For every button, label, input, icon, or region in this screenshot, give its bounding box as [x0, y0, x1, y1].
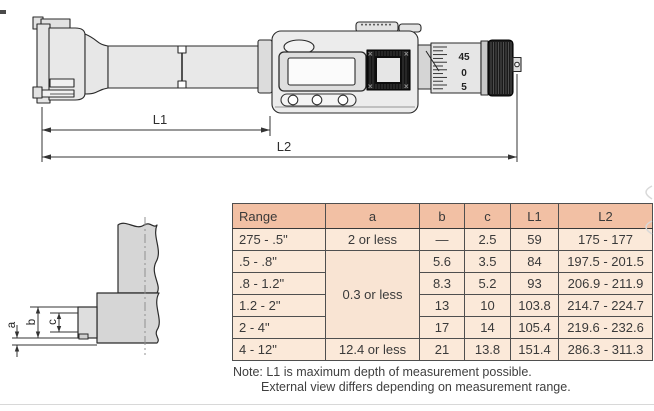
a-cell: 2 or less	[326, 229, 420, 251]
l2-cell: 197.5 - 201.5	[559, 251, 653, 273]
connector-panel	[367, 50, 410, 90]
b-cell: 8.3	[420, 273, 465, 295]
range-cell: 1.2 - 2"	[233, 295, 326, 317]
header-a: a	[326, 204, 420, 229]
a-cell-merged: 0.3 or less	[326, 251, 420, 339]
l1-cell: 59	[511, 229, 559, 251]
l2-cell: 214.7 - 224.7	[559, 295, 653, 317]
c-cell: 2.5	[465, 229, 511, 251]
table-header-row	[233, 204, 653, 229]
workpiece-shaft	[118, 223, 158, 293]
range-cell: 275 - .5"	[233, 229, 326, 251]
thimble-edge-ring	[481, 41, 488, 95]
stem	[108, 40, 272, 93]
contact-slot-upper	[50, 79, 74, 87]
header-c: c	[465, 204, 511, 229]
table-row	[233, 251, 653, 273]
b-cell: 17	[420, 317, 465, 339]
lcd-display	[288, 58, 355, 85]
b-cell: 21	[420, 339, 465, 361]
l2-cell: 286.3 - 311.3	[559, 339, 653, 361]
c-cell: 5.2	[465, 273, 511, 295]
ratchet-stop	[488, 40, 513, 96]
range-cell: .5 - .8"	[233, 251, 326, 273]
table-row	[233, 295, 653, 317]
contact-step	[79, 334, 88, 339]
contact-point	[78, 307, 97, 338]
c-cell: 3.5	[465, 251, 511, 273]
range-cell: .8 - 1.2"	[233, 273, 326, 295]
c-cell: 10	[465, 295, 511, 317]
spec-table	[232, 203, 653, 361]
micrometer-diagram	[0, 0, 560, 175]
page-divider	[0, 404, 654, 405]
b-cell: 5.6	[420, 251, 465, 273]
l1-cell: 105.4	[511, 317, 559, 339]
button-3	[338, 95, 348, 105]
l1-cell: 151.4	[511, 339, 559, 361]
thimble-number-0: 0	[461, 68, 467, 79]
button-1	[288, 95, 298, 105]
button-2	[312, 95, 322, 105]
a-cell: 12.4 or less	[326, 339, 420, 361]
l1-cell: 93	[511, 273, 559, 295]
header-l1: L1	[511, 204, 559, 229]
table-row	[233, 273, 653, 295]
range-cell: 2 - 4"	[233, 317, 326, 339]
thimble-number-5: 5	[461, 82, 467, 93]
page-edge-swoosh	[643, 183, 654, 238]
l2-cell: 206.9 - 211.9	[559, 273, 653, 295]
thimble-number-45: 45	[458, 52, 470, 63]
l1-cell: 103.8	[511, 295, 559, 317]
table-row	[233, 339, 653, 361]
b-cell: —	[420, 229, 465, 251]
display-unit	[272, 22, 421, 113]
l1-label: L1	[152, 112, 168, 127]
dim-c-label: c	[47, 319, 59, 325]
table-row	[233, 317, 653, 339]
b-cell: 13	[420, 295, 465, 317]
table-row	[233, 229, 653, 251]
button-row	[281, 94, 356, 106]
range-cell: 4 - 12"	[233, 339, 326, 361]
l1-cell: 84	[511, 251, 559, 273]
cropped-corner-mark	[0, 10, 6, 14]
header-l2: L2	[559, 204, 653, 229]
l2-label: L2	[276, 139, 292, 154]
l2-cell: 219.6 - 232.6	[559, 317, 653, 339]
measuring-head	[33, 17, 108, 103]
c-cell: 14	[465, 317, 511, 339]
notes-block	[233, 365, 643, 395]
thimble-assembly	[418, 40, 521, 96]
header-b: b	[420, 204, 465, 229]
measuring-head-section-diagram	[4, 205, 184, 390]
dim-b-label: b	[26, 318, 38, 326]
header-range: Range	[233, 204, 326, 229]
head-block	[97, 293, 159, 343]
note-line-1: Note: L1 is maximum depth of measurement possible.	[233, 365, 532, 379]
c-cell: 13.8	[465, 339, 511, 361]
sleeve-collar	[418, 45, 431, 89]
dim-a-label: a	[6, 321, 18, 329]
l2-cell: 175 - 177	[559, 229, 653, 251]
note-line-2: External view differs depending on measurement range.	[261, 380, 571, 394]
